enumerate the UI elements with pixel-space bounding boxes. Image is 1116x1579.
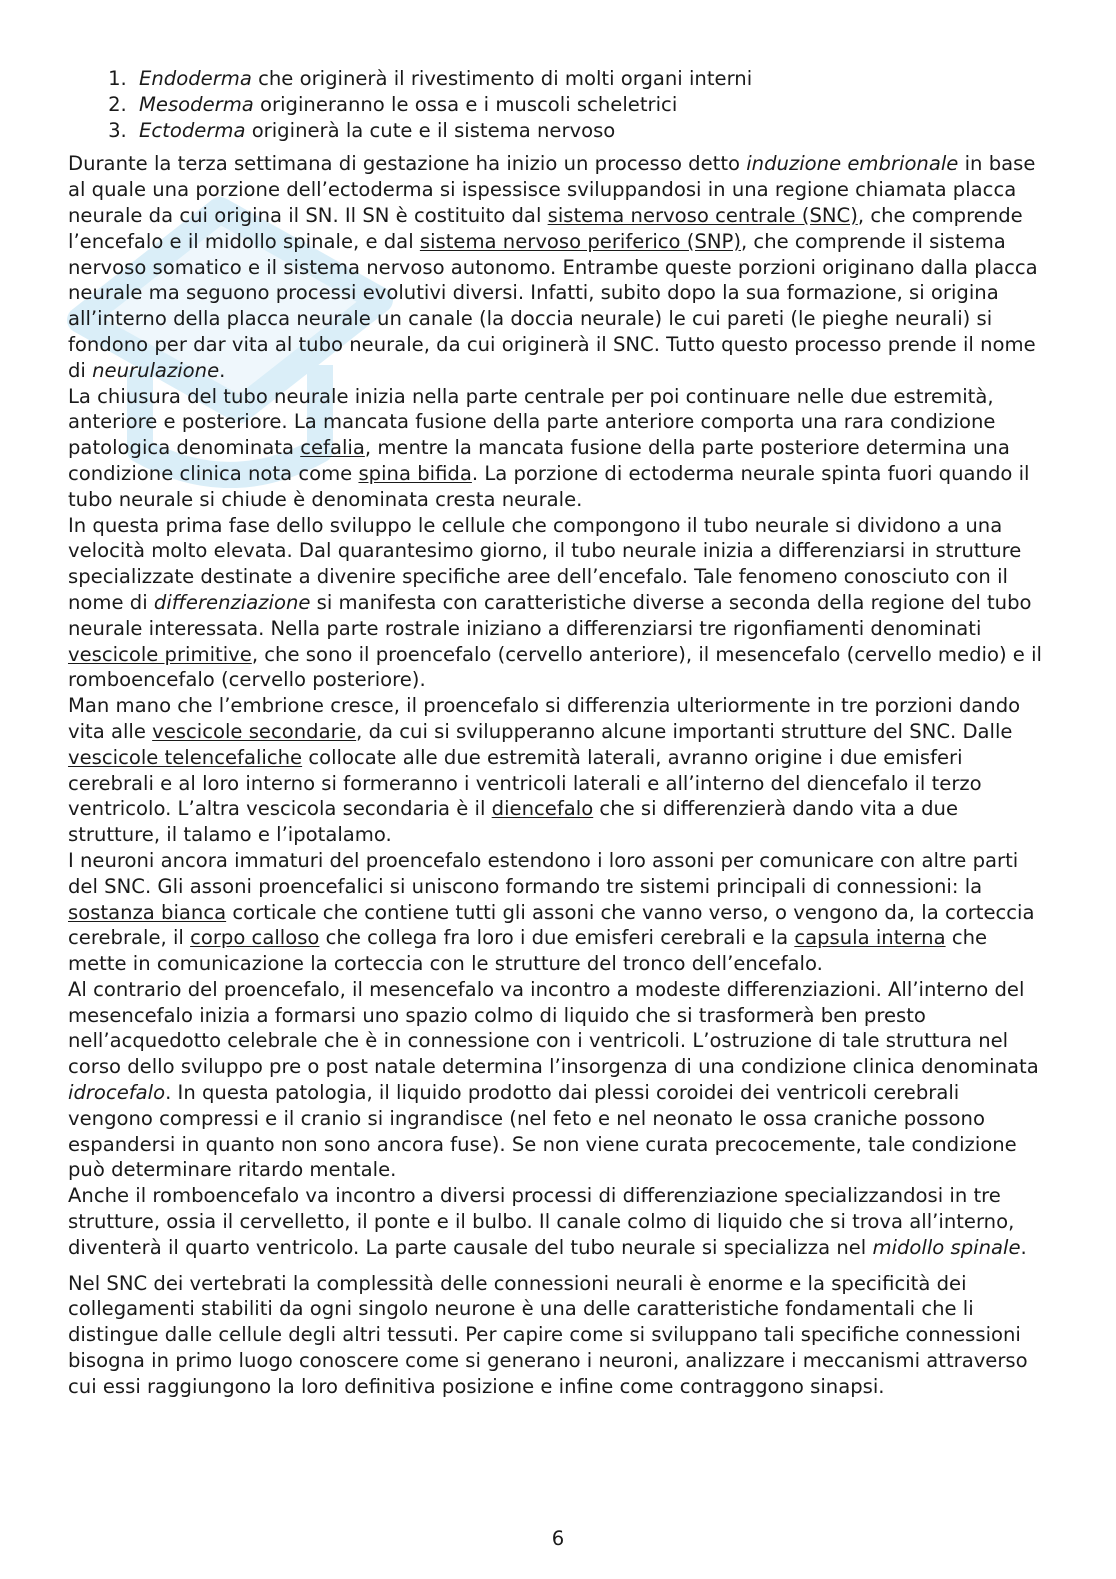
germ-layers-list — [68, 66, 1046, 143]
paragraph-chiusura: La chiusura del tubo neurale inizia nella parte centrale per poi continuare nelle due estremità, anteriore e posteriore. La mancata fusione della parte anteriore comporta una rara condizione patologica denominata cefalia, mentre la mancata fusione della parte posteriore determina una condizione clinica nota come spina bifida. La porzione di ectoderma neurale spinta fuori quando il tubo neurale si chiude è denominata cresta neurale. — [68, 384, 1030, 511]
paragraph-induzione: Durante la terza settimana di gestazione ha inizio un processo detto induzione embrionale in base al quale una porzione dell’ectoderma si ispessisce sviluppandosi in una regione chiamata placca neurale da cui origina il SN. Il SN è costituito dal sistema nervoso centrale (SNC), che comprende l’encefalo e il midollo spinale, e dal sistema nervoso periferico (SNP), che comprende il sistema nervoso somatico e il sistema nervoso autonomo. Entrambe queste porzioni originano dalla placca neurale ma seguono processi evolutivi diversi. Infatti, subito dopo la sua formazione, si origina all’interno della placca neurale un canale (la doccia neurale) le cui pareti (le pieghe neurali) si fondono per dar vita al tubo neurale, da cui originerà il SNC. Tutto questo processo prende il nome di neurulazione. — [68, 152, 1038, 382]
paragraph-connessioni: Nel SNC dei vertebrati la complessità delle connessioni neurali è enorme e la specificità dei collegamenti stabiliti da ogni singolo neurone è una delle caratteristiche fondamentali che li distingue dalle cellule degli altri tessuti. Per capire come si sviluppano tali specifiche connessioni bisogna in primo luogo conoscere come si generano i neuroni, analizzare i meccanismi attraverso cui essi raggiungono la loro definitiva posizione e infine come contraggono sinapsi. — [68, 1271, 1028, 1398]
paragraph-differenziazione: In questa prima fase dello sviluppo le cellule che compongono il tubo neurale si dividono a una velocità molto elevata. Dal quarantesimo giorno, il tubo neurale inizia a differenziarsi in strutture specializzate destinate a divenire specifiche aree dell’encefalo. Tale fenomeno conosciuto con il nome di differenziazione si manifesta con caratteristiche diverse a seconda della regione del tubo neurale interessata. Nella parte rostrale iniziano a differenziarsi tre rigonfiamenti denominati vescicole primitive, che sono il proencefalo (cervello anteriore), il mesencefalo (cervello medio) e il romboencefalo (cervello posteriore). — [68, 513, 1042, 692]
page-number: 6 — [551, 1527, 565, 1550]
paragraph-romboencefalo: Anche il romboencefalo va incontro a diversi processi di differenziazione specializzandosi in tre strutture, ossia il cervelletto, il ponte e il bulbo. Il canale colmo di liquido che si trova all’interno, diventerà il quarto ventricolo. La parte causale del tubo neurale si specializza nel midollo spinale. — [68, 1184, 1027, 1259]
paragraph-assoni: I neuroni ancora immaturi del proencefalo estendono i loro assoni per comunicare con altre parti del SNC. Gli assoni proencefalici si uniscono formando tre sistemi principali di connessioni: la sostanza bianca corticale che contiene tutti gli assoni che vanno verso, o vengono da, la corteccia cerebrale, il corpo calloso che collega fra loro i due emisferi cerebrali e la capsula interna che mette in comunicazione la corteccia con le strutture del tronco dell’encefalo. — [68, 848, 1035, 976]
list-item: 3. Ectoderma originerà la cute e il sistema nervoso — [133, 118, 1046, 144]
term-endoderma: Endoderma — [139, 67, 252, 90]
paragraph-mesencefalo: Al contrario del proencefalo, il mesencefalo va incontro a modeste differenziazioni. All’interno del mesencefalo inizia a formarsi uno spazio colmo di liquido che si trasformerà ben presto nell’acquedotto celebrale che è in connessione con i ventricoli. L’ostruzione di tale struttura nel corso dello sviluppo pre o post natale determina l’insorgenza di una condizione clinica denominata idrocefalo. In questa patologia, il liquido prodotto dai plessi coroidei dei ventricoli cerebrali vengono compressi e il cranio si ingrandisce (nel feto e nel neonato le ossa craniche possono espandersi in quanto non sono ancora fuse). Se non viene curata precocemente, tale condizione può determinare ritardo mentale. — [68, 977, 1039, 1182]
paragraph-vescicole: Man mano che l’embrione cresce, il proencefalo si differenzia ulteriormente in tre porzioni dando vita alle vescicole secondarie, da cui si svilupperanno alcune importanti strutture del SNC. Dalle vescicole telencefaliche collocate alle due estremità laterali, avranno origine i due emisferi cerebrali e al loro interno si formeranno i ventricoli laterali e all’interno del diencefalo il terzo ventricolo. L’altra vescicola secondaria è il diencefalo che si differenzierà dando vita a due strutture, il talamo e l’ipotalamo. — [68, 694, 1021, 847]
list-item: 1. Endoderma che originerà il rivestimento di molti organi interni — [133, 66, 1046, 92]
list-item: 2. Mesoderma origineranno le ossa e i muscoli scheletrici — [133, 92, 1046, 118]
term-ectoderma: Ectoderma — [139, 118, 246, 142]
term-mesoderma: Mesoderma — [139, 92, 254, 116]
